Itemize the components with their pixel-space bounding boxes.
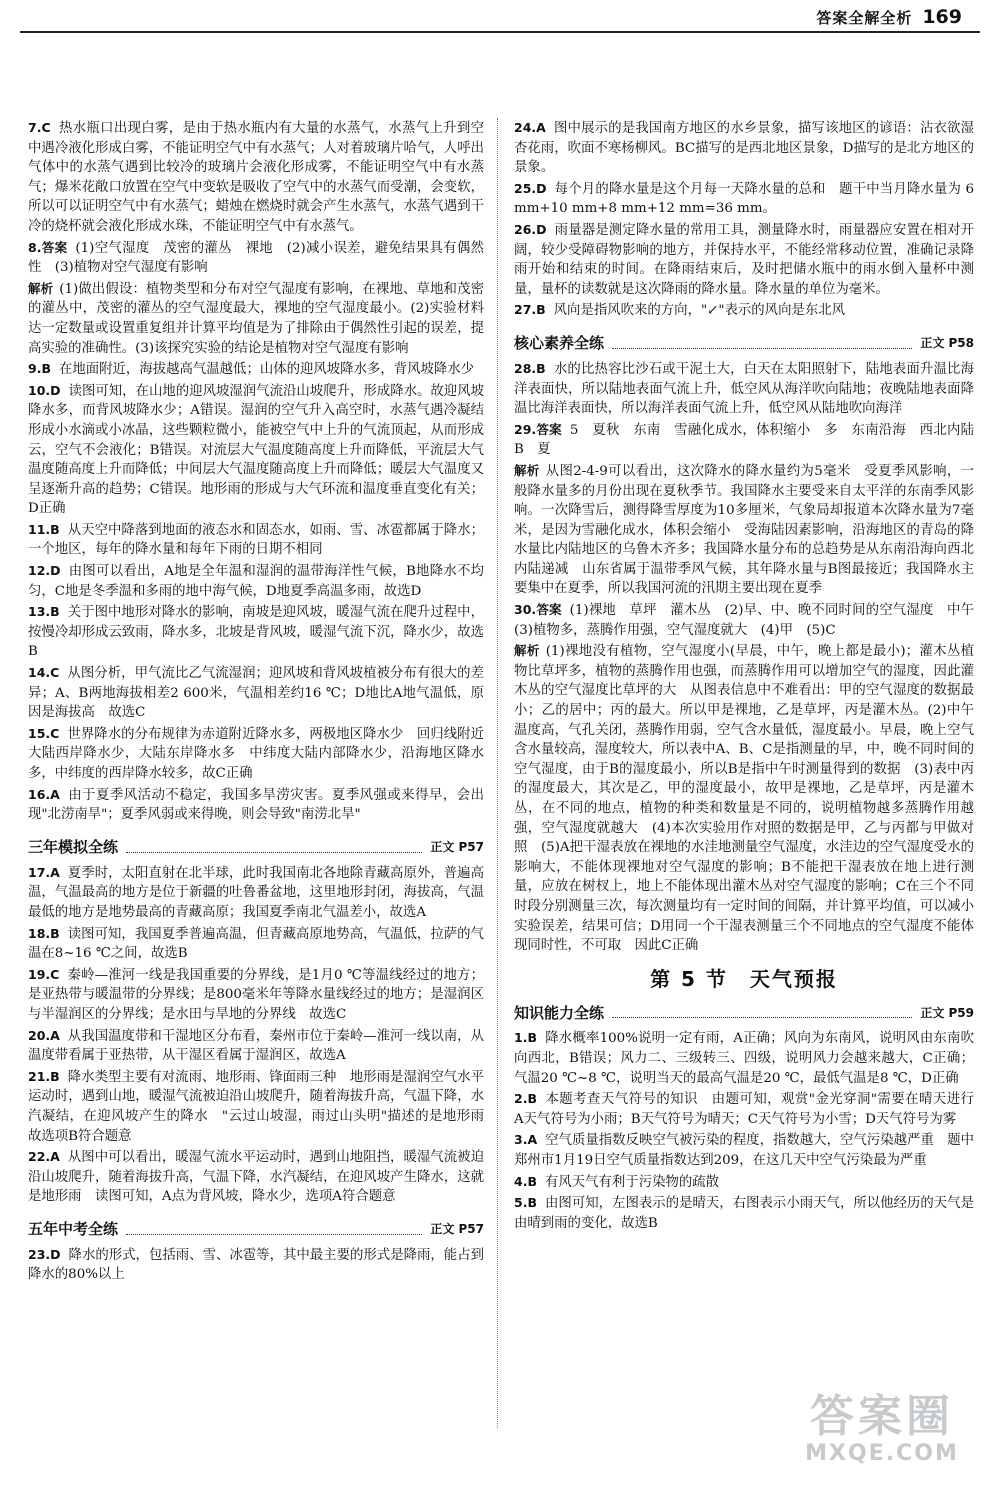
section-title: 三年模拟全练 [28,838,119,857]
section-header-wunian [28,1214,484,1240]
answer-text: (1)裸地 草坪 灌木丛 (2)早、中、晚不同时间的空气湿度 中午 (3)植物多，蒸腾作用强，空气湿度就大 (4)甲 (5)C [514,603,988,638]
answer-number: 29.答案 [514,421,562,437]
answer-item [28,663,484,723]
answer-item [514,300,974,321]
answer-number: 28.B [514,360,546,376]
page-number: 169 [922,6,962,28]
answer-number: 10.D [28,382,61,398]
answer-list-f [514,1028,988,1233]
answer-item [514,1089,988,1129]
answer-text: (1)做出假设：植物类型和分布对空气湿度有影响，在裸地、草地和茂密的灌丛中，茂密的灌丛的空气湿度最大，裸地的空气湿度最小。(2)实验材料达一定数量或设置重复组并计算平均值是为了排除由于偶然性引起的误差，提高实验的准确性。(3)该探究实验的结论是植物对空气湿度有影响 [28,281,484,356]
answer-number: 24.A [514,120,546,135]
section-title: 核心素养全练 [514,334,605,353]
answer-list-e [514,359,988,956]
answer-number: 16.A [28,786,60,802]
section-title: 五年中考全练 [28,1220,119,1239]
answer-list-c [28,1245,484,1285]
answer-text: 秦岭—淮河一线是我国重要的分界线，是1月0 ℃等温线经过的地方；是亚热带与暖温带的分界线；是800毫米年等降水量线经过的地方；是湿润区与半湿润区的分界线；是水田与旱地的分界线 故选C [28,967,484,1022]
answer-item [28,602,484,662]
answer-number: 14.C [28,665,60,681]
answer-item [28,238,484,278]
answer-text: 5 夏秋 东南 雪融化成水，体积缩小 多 东南沿海 西北内陆 B 夏 [514,422,988,458]
answer-text: 空气质量指数反映空气被污染的程度，指数越大，空气污染越严重 题中郑州市1月19日空气质量指数达到209，在这几天中空气污染最为严重 [514,1133,974,1168]
section-ref: 正文 P59 [920,1005,974,1020]
answer-item [28,1147,484,1207]
answer-item [514,118,974,178]
section-header-zhishi [514,997,974,1023]
answer-item [514,220,974,299]
header-title: 答案全解全析 [816,9,913,27]
answer-list-d [514,118,974,321]
answer-text: 图中展示的是我国南方地区的水乡景象，描写该地区的谚语：沾衣欲湿杏花雨，吹面不寒杨柳风。BC描写的是西北地区景象，D描写的是北方地区的景象。 [514,121,974,176]
chapter-title: 第 5 节 天气预报 [650,966,838,991]
dotted-leader [126,852,422,853]
answer-number: 18.B [28,925,60,941]
answer-item [28,924,484,964]
section-header-hexin [514,328,974,354]
answer-number: 3.A [514,1132,538,1148]
answer-number: 15.C [28,725,60,741]
header-rule [20,31,980,33]
watermark-logo-text: 答案圈 [810,1391,954,1442]
answer-number: 9.B [28,361,51,377]
section-ref: 正文 P57 [430,1222,484,1237]
answer-number: 25.D [514,180,547,196]
answer-number: 1.B [514,1030,537,1046]
answer-item [514,420,988,460]
answer-number: 13.B [28,604,60,620]
answer-number: 27.B [514,302,546,318]
answer-text: 由图可以看出，A地是全年温和湿润的温带海洋性气候，B地降水不均匀，C地是冬季温和多雨的地中海气候，D地夏季高温多雨，故选D [28,564,484,599]
analysis-label: 解析 [28,280,54,296]
answer-number: 20.A [28,1027,60,1043]
answer-text: 水的比热容比沙石或干泥土大，白天在太阳照射下，陆地表面升温比海洋表面快，所以陆地表面气流上升，低空风从海洋吹向陆地；夜晚陆地表面降温比海洋表面快，所以海洋表面气流上升，低空风从陆地吹向海洋 [514,361,974,417]
answer-number: 7.C [28,120,51,135]
answer-item [28,1245,484,1285]
answer-text: 从天空中降落到地面的液态水和固态水，如雨、雪、冰雹都属于降水；一个地区，每年的降水量和每年下雨的日期不相同 [28,522,484,558]
left-column [28,118,498,1286]
answer-list-b [28,863,498,1207]
answer-item [514,1130,974,1170]
answer-item [514,1172,974,1193]
answer-text: 由图可知，左图表示的是晴天，右图表示小雨天气，所以他经历的天气是由晴到雨的变化，故选B [514,1196,974,1231]
answer-item [28,1067,498,1146]
answer-text: 热水瓶口出现白雾，是由于热水瓶内有大量的水蒸气，水蒸气上升到空中遇冷液化形成白雾，不能证明空气中有水蒸气；人对着玻璃片哈气，人呼出气体中的水蒸气遇到比较冷的玻璃片会液化形成雾，不能证明空气中有水蒸气；爆米花敞口放置在空气中变软是吸收了空气中的水蒸气而受潮，会变软，所以可以证明空气中有水蒸气；蜡烛在燃烧时就会产生水蒸气，水蒸气遇到干冷的烧杯就会液化形成水珠，不能证明空气中有水蒸气。 [28,121,484,234]
section-header-sanlian [28,832,484,858]
answer-item [28,724,484,784]
answer-item [28,1026,484,1066]
answer-item [514,461,974,599]
answer-text: 雨量器是测定降水量的常用工具，测量降水时，雨量器应安置在相对开阔，较少受障碍物影响的地方，并保持水平，不能经常移动位置，准确记录降雨开始和结束的时间。在降雨结束后，及时把储水瓶中的雨水倒入量杯中测量，量杯的读数就是这次降雨的降水量。降水量的单位为毫米。 [514,222,974,297]
answer-text: 降水概率100%说明一定有雨，A正确；风向为东南风，说明风由东南吹向西北，B错误；风力二、三级转三、四级，说明风力会越来越大，C正确；气温20 ℃~8 ℃，说明当天的最高气温是20 ℃，最低气温是8 ℃，D正确 [514,1031,974,1086]
dotted-leader [612,1017,912,1018]
answer-item [514,600,988,640]
answer-text: (1)空气湿度 茂密的灌丛 裸地 (2)减小误差，避免结果具有偶然性 (3)植物对空气湿度有影响 [28,240,484,276]
dotted-leader [126,1234,422,1235]
section-ref: 正文 P58 [920,336,974,351]
answer-item [28,520,484,560]
answer-item [28,965,484,1025]
answer-text: 关于图中地形对降水的影响，南坡是迎风坡，暖湿气流在爬升过程中，按慢冷却形成云致雨，降水多，北坡是背风坡，暖湿气流下沉，降水少，故选B [28,605,484,660]
answer-item [514,359,974,419]
answer-number: 19.C [28,966,60,982]
answer-item [28,381,484,519]
answer-text: 夏季时，太阳直射在北半球，此时我国南北各地除青藏高原外，普遍高温，气温最高的地方是位于新疆的吐鲁番盆地，这里地形封闭，海拔高，气温最低的地方是地势最高的青藏高原；我国夏季南北气温差小，故选A [28,865,484,920]
answer-number: 30.答案 [514,602,562,618]
answer-item [28,359,484,380]
answer-item [514,1028,974,1088]
answer-text: 降水类型主要有对流雨、地形雨、锋面雨三种 地形雨是湿润空气水平运动时，遇到山地，暖湿气流被迫沿山坡爬升，随着海拔升高，气温下降，水汽凝结，在迎风坡产生的降水 "云过山坡湿，雨过山头明"描述的是地形雨 故选项B符合题意 [28,1069,498,1144]
answer-item [28,279,484,358]
answer-text: 从图中可以看出，暖湿气流水平运动时，遇到山地阻挡，暖湿气流被迫沿山坡爬升，随着海拔升高，气温下降，水汽凝结，在迎风坡产生降水，这就是地形雨 读图可知，A点为背风坡，降水少，选项A符合题意 [28,1150,484,1205]
answer-number: 2.B [514,1091,537,1107]
answer-number: 23.D [28,1246,61,1262]
answer-number: 22.A [28,1149,60,1165]
dotted-leader [612,348,912,349]
answer-list-a [28,118,484,825]
watermark-domain: MXQE.COM [805,1441,959,1466]
answer-text: 本题考查天气符号的知识 由题可知，观赏"金光穿洞"需要在晴天进行 A天气符号为小雨；B天气符号为晴天；C天气符号为小雪；D天气符号为雾 [514,1092,988,1127]
answer-text: 从我国温度带和干湿地区分布看，秦州市位于秦岭—淮河一线以南，从温度带看属于亚热带，从干湿区看属于湿润区，故选A [28,1028,484,1064]
answer-item [514,1193,974,1233]
answer-number: 12.D [28,563,61,579]
right-column [514,118,988,1234]
answer-text: 读图可知，在山地的迎风坡湿润气流沿山坡爬升，形成降水。故迎风坡降水多，而背风坡降水少；A错误。湿润的空气升入高空时，水蒸气遇冷凝结形成小水滴或小冰晶，这些颗粒微小，能被空气中上升的气流顶起，从而形成云，空气不会液化；B错误。对流层大气温度随高度上升而降低，平流层大气温度随高度上升而降低；中间层大气温度随高度上升而降低；暖层大气温度又呈逐渐升高的趋势；C错误。地形雨的形成与大气环流和温度垂直变化有关；D正确 [28,383,484,517]
section-ref: 正文 P57 [430,840,484,855]
answer-number: 11.B [28,521,60,537]
answer-text: 每个月的降水量是这个月每一天降水量的总和 题干中当月降水量为 6 mm+10 mm+8 mm+12 mm=36 mm。 [514,181,974,217]
answer-item [28,863,484,923]
answer-item [28,561,484,601]
answer-item [28,118,484,237]
answer-text: 从图分析，甲气流比乙气流湿润；迎风坡和背风坡植被分布有很大的差异；A、B两地海拔相差2 600米，气温相差约16 ℃；D地比A地气温低，原因是海拔高 故选C [28,666,484,721]
answer-text: 有风天气有利于污染物的疏散 [544,1174,720,1190]
answer-number: 5.B [514,1195,537,1211]
answer-number: 21.B [28,1068,60,1084]
answer-item [28,785,484,825]
answer-text: 世界降水的分布规律为赤道附近降水多，两极地区降水少 回归线附近大陆西岸降水少，大陆东岸降水多 中纬度大陆内部降水少，沿海地区降水多，中纬度的西岸降水较多，故C正确 [28,726,484,781]
answer-text: 风向是指风吹来的方向，"↙"表示的风向是东北风 [553,303,846,319]
answer-text: 读图可知，我国夏季普遍高温，但青藏高原地势高，气温低，拉萨的气温在8~16 ℃之间，故选B [28,926,484,962]
analysis-label: 解析 [514,462,540,478]
answer-text: (1)裸地没有植物，空气湿度小(早晨，中午，晚上都是最小)；灌木丛植物比草坪多，植物的蒸腾作用也强，而蒸腾作用可以增加空气的湿度，因此灌木丛的空气湿度比草坪的大 从图表信息中不难看出：甲的空气湿度的数据最小；乙的居中；丙的最大。所以甲是裸地，乙是草坪，丙是灌木丛。(2)中午温度高，气孔关闭，蒸腾作用弱，空气含水量低，湿度最小。早晨，晚上空气含水量较高，湿度较大，所以表中A、B、C是指测量的早，中，晚不同时间的空气湿度，由于B的湿度最小，所以B是指中午时测量得到的数据 (3)表中丙的湿度最大，其次是乙，甲的湿度最小，故甲是裸地，乙是草坪，丙是灌木丛，在不同的地点，植物的种类和数量是不同的，说明植物越多蒸腾作用越强，空气湿度就越大 (4)本次实验用作对照的数据是甲，乙与丙都与甲做对照 (5)A把干湿表放在裸地的水洼地测量空气湿度，水洼边的空气湿度受水的影响大，不能体现裸地对空气湿度的影响；B不能把干湿表放在地上进行测量，应放在树杈上，地上不能体现出灌木丛对空气湿度的影响；C在三个不同时段分别测量三次，每次测量均有一定时间的间隔，并计算平均值，可以减小实验误差，结果可信；D用同一个干湿表测量三个不同地点的空气湿度不能体现同时性，不可取 因此C正确 [514,644,974,954]
answer-text: 在地面附近，海拔越高气温越低；山体的迎风坡降水多，背风坡降水少 [58,362,475,378]
column-divider [497,118,498,1428]
answer-text: 由于夏季风活动不稳定，我国多旱涝灾害。夏季风强或来得早，会出现"北涝南旱"；夏季风弱或来得晚，则会导致"南涝北旱" [28,787,484,823]
answer-item [514,179,974,219]
answer-item [514,641,974,956]
section-title: 知识能力全练 [514,1003,605,1022]
answer-number: 26.D [514,221,547,237]
answer-text: 降水的形式，包括雨、雪、冰雹等，其中最主要的形式是降雨，能占到降水的80%以上 [28,1247,484,1283]
answer-number: 4.B [514,1173,537,1189]
answer-number: 17.A [28,864,60,880]
answer-text: 从图2-4-9可以看出，这次降水的降水量约为5毫米 受夏季风影响，一般降水量多的月份出现在夏秋季节。我国降水主要受来自太平洋的东南季风影响。一次降雪后，测得降雪厚度为10多厘米，气象局却报道本次降水量为7毫米，是因为雪融化成水，体积会缩小 受海陆因素影响，沿海地区的青岛的降水量比内陆地区的乌鲁木齐多；我国降水量分布的总趋势是从东南沿海向西北内陆递减 山东省属于温带季风气候，其年降水量与B图最接近；我国降水主要集中在夏季，所以我国河流的汛期主要出现在夏季 [514,463,974,597]
analysis-label: 解析 [514,643,540,659]
page-header [0,0,1000,28]
site-watermark [782,1392,982,1472]
answer-number: 8.答案 [28,239,68,255]
